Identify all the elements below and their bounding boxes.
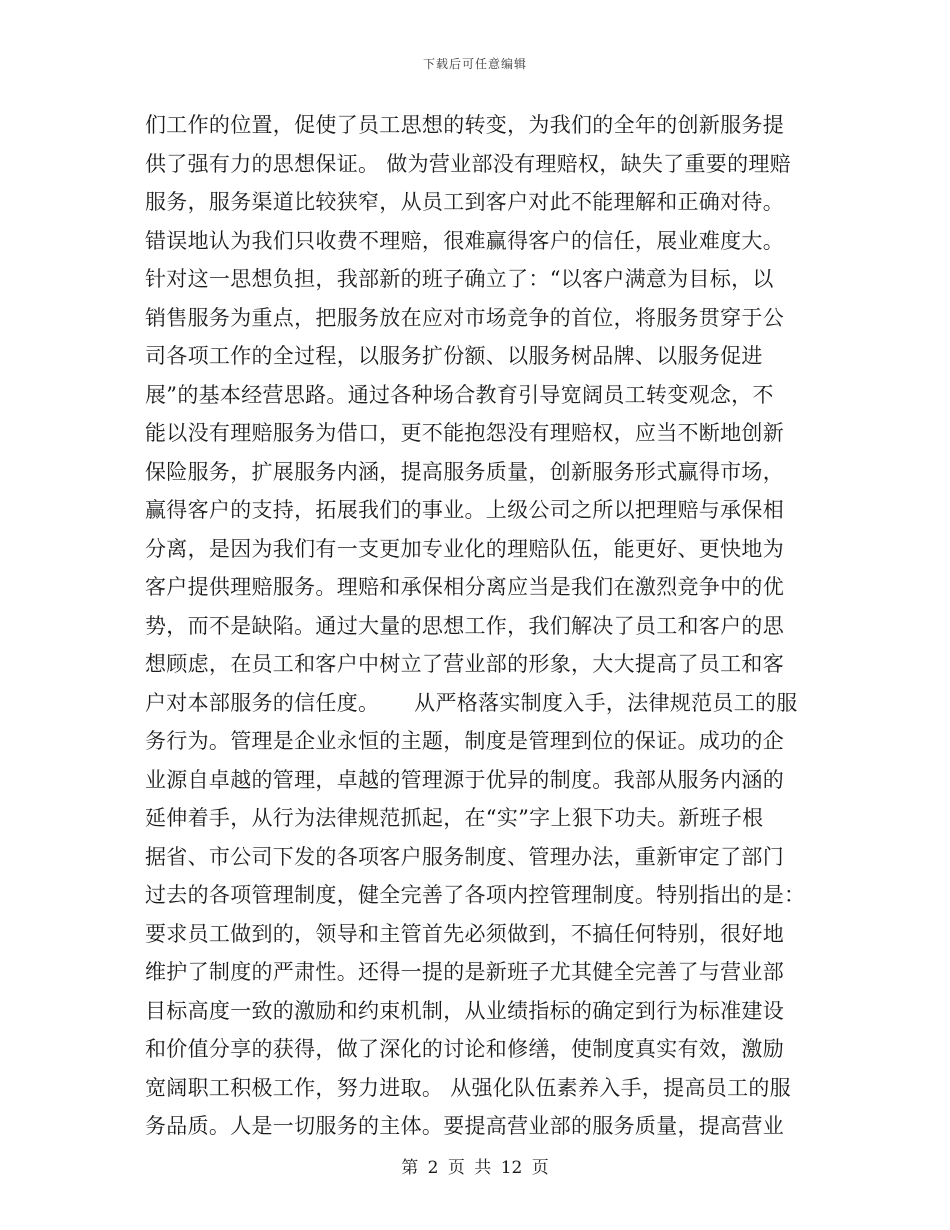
text-line: 针对这一思想负担，我部新的班子确立了：“以客户满意为目标，以 — [145, 267, 774, 291]
text-line: 据省、市公司下发的各项客户服务制度、管理办法，重新审定了部门 — [145, 844, 784, 869]
text-line: 想顾虑，在员工和客户中树立了营业部的形象，大大提高了员工和客 — [145, 652, 784, 676]
text-line: 客户提供理赔服务。理赔和承保相分离应当是我们在激烈竞争中的优 — [145, 575, 784, 599]
text-line: 错误地认为我们只收费不理赔，很难赢得客户的信任，展业难度大。 — [145, 228, 784, 253]
text-line: 销售服务为重点，把服务放在应对市场竞争的首位，将服务贯穿于公 — [145, 305, 784, 330]
document-body — [145, 106, 810, 1146]
text-line: 服务，服务渠道比较狭窄，从员工到客户对此不能理解和正确对待。 — [145, 190, 784, 214]
text-line: 展”的基本经营思路。通过各种场合教育引导宽阔员工转变观念，不 — [145, 382, 774, 407]
text-line: 势，而不是缺陷。通过大量的思想工作，我们解决了员工和客户的思 — [145, 613, 784, 638]
text-line: 赢得客户的支持，拓展我们的事业。上级公司之所以把理赔与承保相 — [145, 498, 784, 522]
text-line: 务品质。人是一切服务的主体。要提高营业部的服务质量，提高营业 — [145, 1114, 784, 1138]
text-line: 宽阔职工积极工作，努力进取。 从强化队伍素养入手，提高员工的服 — [145, 1075, 791, 1100]
text-line: 和价值分享的获得，做了深化的讨论和修缮，使制度真实有效，激励 — [145, 1037, 784, 1061]
text-line: 务行为。管理是企业永恒的主题，制度是管理到位的保证。成功的企 — [145, 729, 784, 753]
text-line: 目标高度一致的激励和约束机制，从业绩指标的确定到行为标准建设 — [145, 998, 784, 1023]
text-line: 们工作的位置，促使了员工思想的转变，为我们的全年的创新服务提 — [145, 113, 784, 137]
text-line: 过去的各项管理制度，健全完善了各项内控管理制度。特别指出的是： — [145, 883, 806, 907]
text-line: 业源自卓越的管理，卓越的管理源于优异的制度。我部从服务内涵的 — [145, 767, 784, 792]
text-line: 要求员工做到的，领导和主管首先必须做到，不搞任何特别，很好地 — [145, 921, 784, 946]
text-line: 维护了制度的严肃性。还得一提的是新班子尤其健全完善了与营业部 — [145, 960, 784, 984]
page-number: 第 2 页 共 12 页 — [401, 1158, 549, 1178]
page-header: 下载后可任意编辑 — [422, 57, 527, 71]
text-line: 供了强有力的思想保证。 做为营业部没有理赔权，缺失了重要的理赔 — [145, 151, 791, 176]
text-line: 保险服务，扩展服务内涵，提高服务质量，创新服务形式赢得市场， — [145, 459, 784, 484]
text-line: 司各项工作的全过程，以服务扩份额、以服务树品牌、以服务促进 — [145, 344, 763, 368]
text-line: 能以没有理赔服务为借口，更不能抱怨没有理赔权，应当不断地创新 — [145, 421, 784, 445]
text-line: 户对本部服务的信任度。 从严格落实制度入手，法律规范员工的服 — [145, 690, 798, 715]
text-line: 分离，是因为我们有一支更加专业化的理赔队伍，能更好、更快地为 — [145, 536, 784, 561]
text-line: 延伸着手，从行为法律规范抓起，在“实”字上狠下功夫。新班子根 — [145, 806, 764, 830]
